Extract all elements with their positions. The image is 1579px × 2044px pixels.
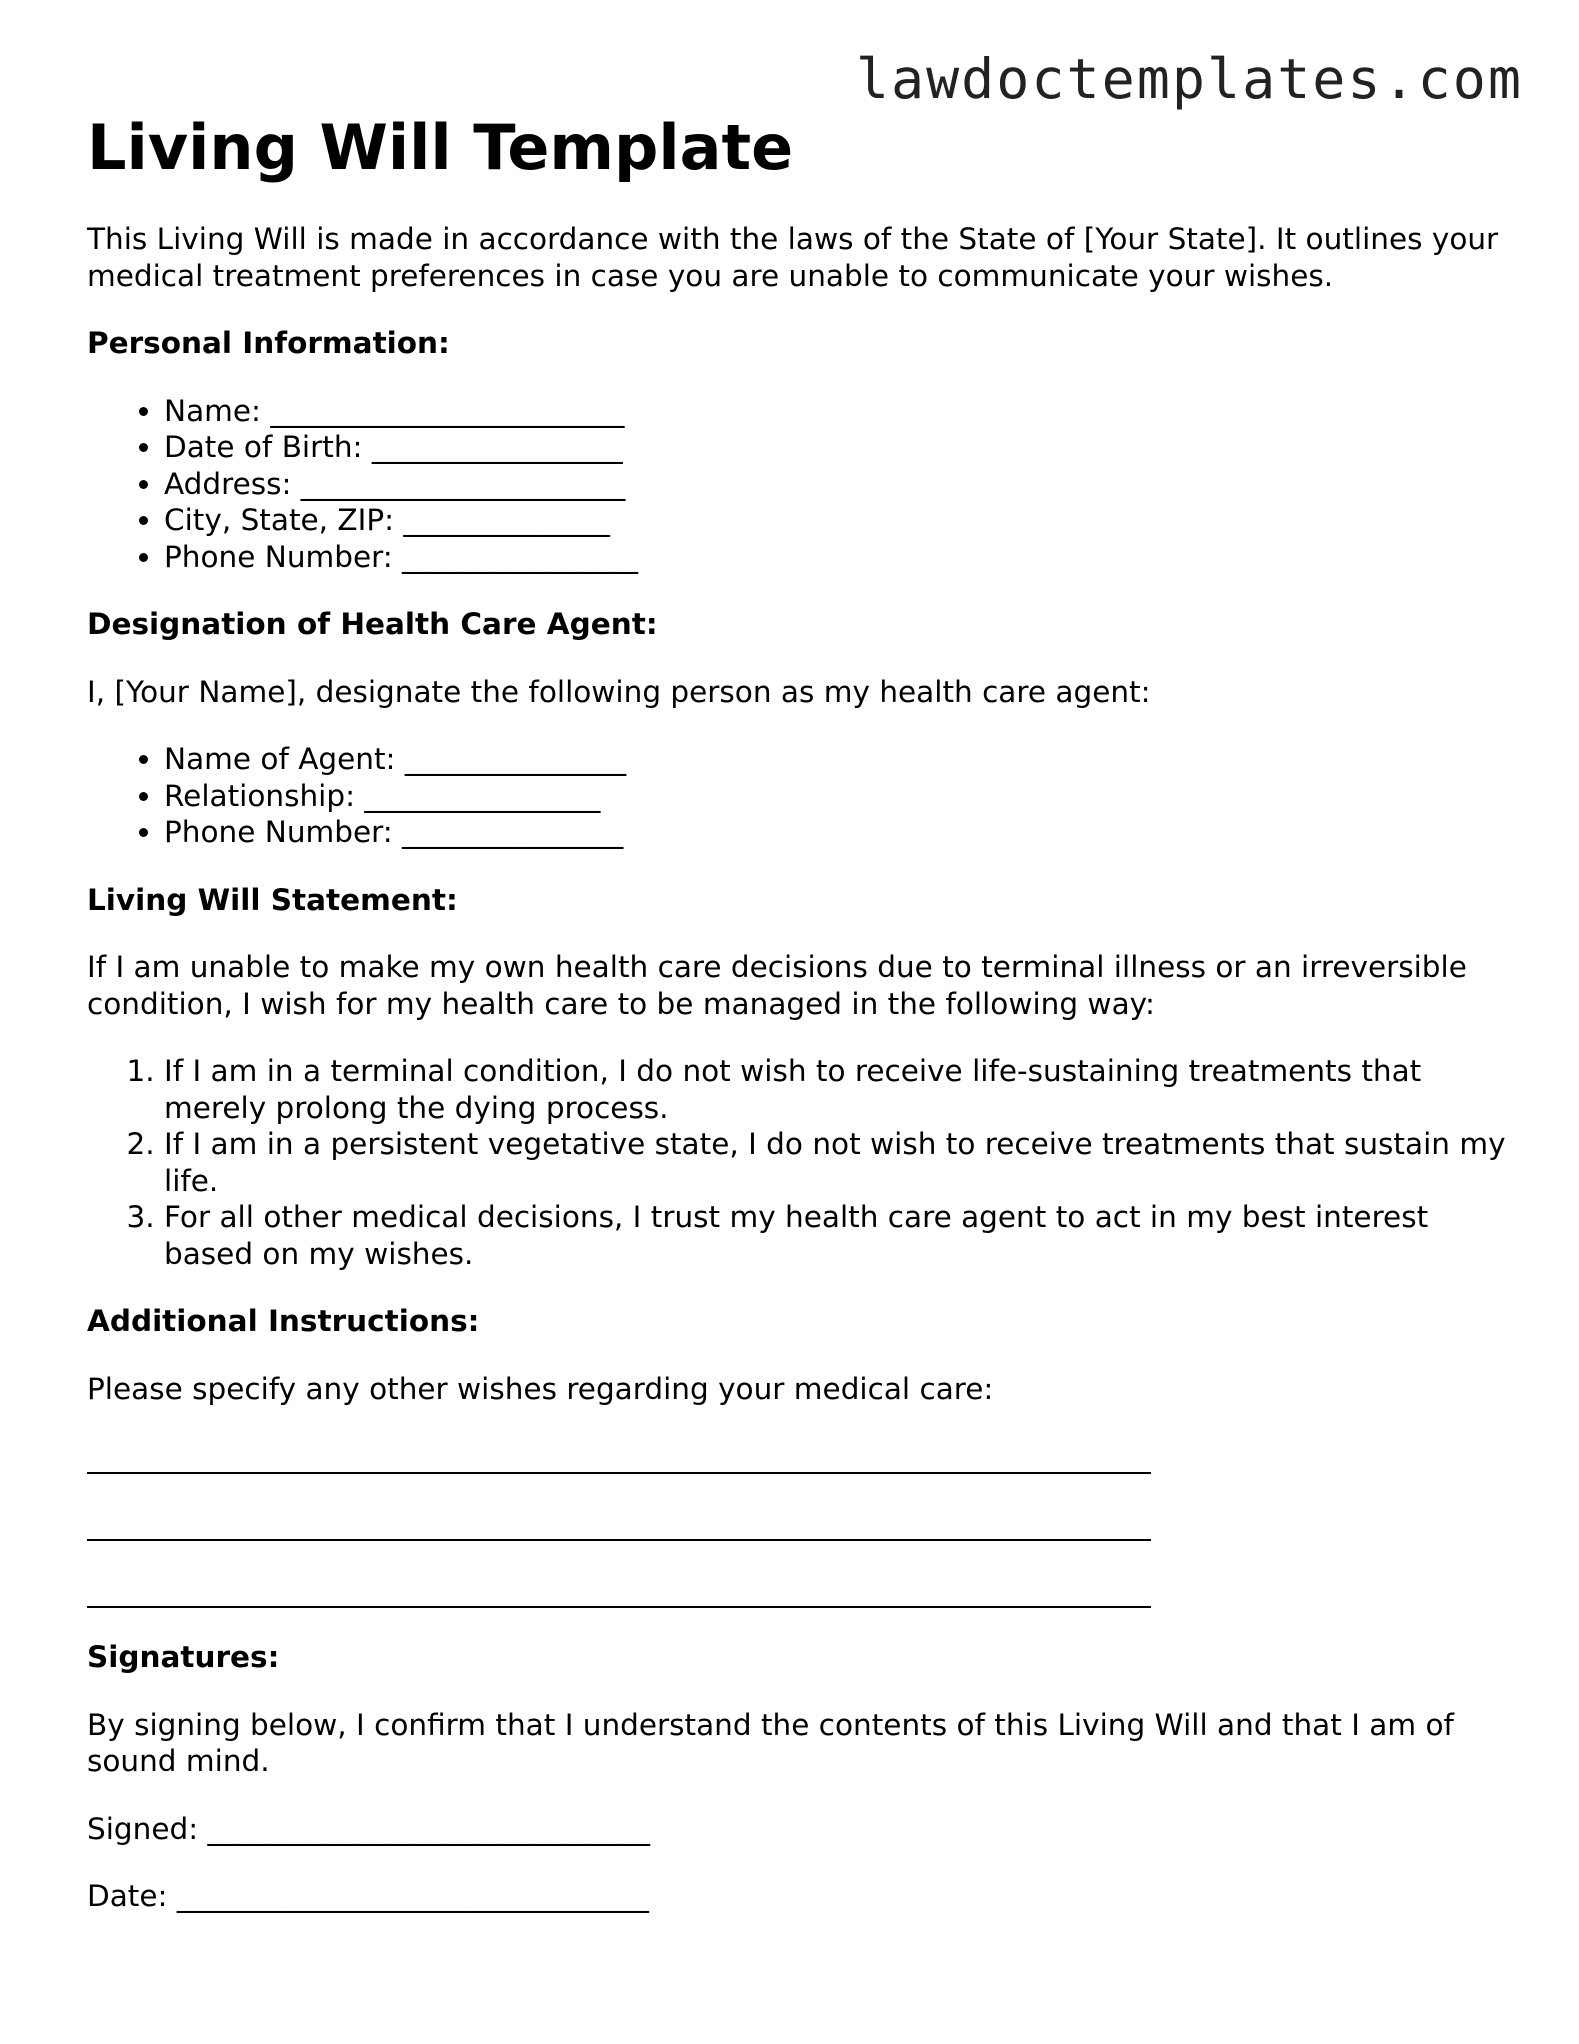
list-item: • City, State, ZIP: ______________ [164,502,1507,539]
list-item: • Relationship: ________________ [164,778,1507,815]
list-item: 1. If I am in a terminal condition, I do not wish to receive life-sustaining treatments that merely prolong the dying process. [164,1053,1507,1126]
list-item: 3. For all other medical decisions, I trust my health care agent to act in my best interest based on my wishes. [164,1199,1507,1272]
signed-field[interactable]: Signed: ______________________________ [87,1811,651,1846]
signatures-heading: Signatures: [87,1640,280,1674]
document-page [87,110,1507,1915]
signatures-paragraph: By signing below, I confirm that I understand the contents of this Living Will and that I am of sound mind. [87,1707,1454,1778]
statement-list [87,1053,1507,1272]
additional-heading: Additional Instructions: [87,1304,480,1338]
agent-paragraph: I, [Your Name], designate the following person as my health care agent: [87,674,1151,709]
instruction-line[interactable] [87,1505,1151,1541]
list-item: • Name of Agent: _______________ [164,741,1507,778]
date-field[interactable]: Date: ________________________________ [87,1879,649,1913]
list-item: 2. If I am in a persistent vegetative state, I do not wish to receive treatments that sustain my life. [164,1126,1507,1199]
instruction-line[interactable] [87,1438,1151,1474]
list-item: • Date of Birth: _________________ [164,429,1507,466]
list-item: • Phone Number: ________________ [164,539,1507,576]
list-item: • Phone Number: _______________ [164,814,1507,851]
list-item: • Name: ________________________ [164,393,1507,430]
statement-heading: Living Will Statement: [87,882,458,917]
intro-paragraph: This Living Will is made in accordance with the laws of the State of [Your State]. It outlines your medical treatment preferences in case you are unable to communicate your wishes. [87,222,1499,293]
agent-heading: Designation of Health Care Agent: [87,607,658,641]
list-item: • Address: ______________________ [164,466,1507,503]
agent-list [87,741,1507,851]
statement-paragraph: If I am unable to make my own health care decisions due to terminal illness or an irreversible condition, I wish for my health care to be managed in the following way: [87,950,1467,1021]
personal-info-list [87,393,1507,576]
personal-info-heading: Personal Information: [87,326,450,360]
site-watermark: lawdoctemplates.com [855,47,1523,111]
additional-paragraph: Please specify any other wishes regarding your medical care: [87,1371,994,1406]
instruction-line[interactable] [87,1572,1151,1608]
page-title: Living Will Template [87,111,794,184]
